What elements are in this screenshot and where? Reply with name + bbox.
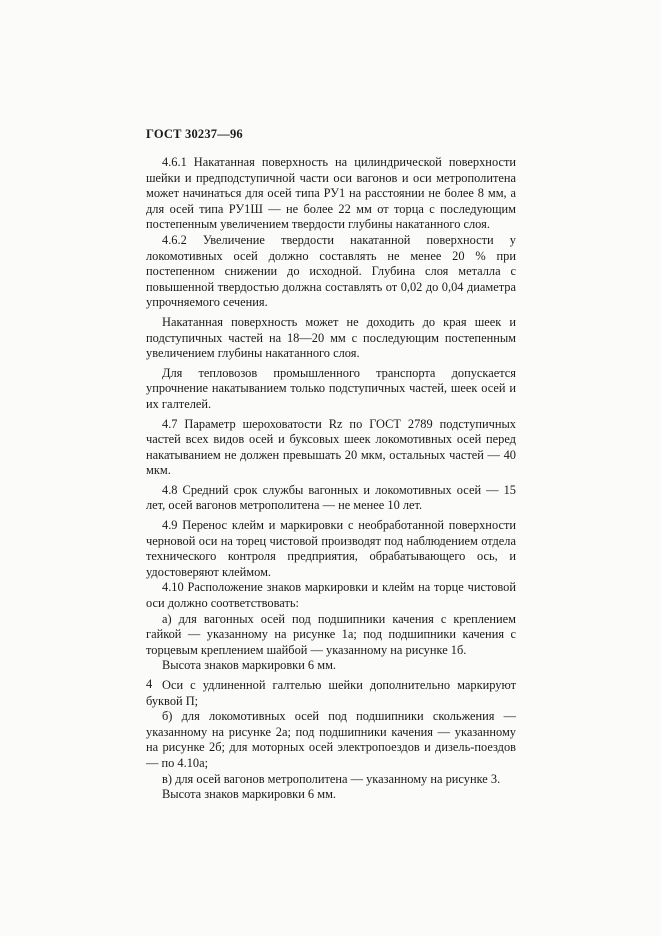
paragraph-4-6-1: 4.6.1 Накатанная поверхность на цилиндрической поверхности шейки и предподступичной части оси вагонов и оси метрополитена может начинаться для осей типа РУ1 на расстоянии не более 8 мм, а для осей типа РУ1Ш — не более 22 мм от торца с последующим постепенным увеличением твердости глубины накатанного слоя. (146, 155, 516, 232)
paragraph-4-10-b: б) для локомотивных осей под подшипники скольжения — указанному на рисунке 2а; под подшипники качения — указанному на рисунке 2б; для моторных осей электропоездов и дизель-поездов — по 4.10а; (146, 709, 516, 770)
page-number: 4 (146, 677, 153, 691)
standard-header: ГОСТ 30237—96 (146, 127, 243, 141)
paragraph-extended-fillet: Оси с удлиненной галтелью шейки дополнительно маркируют буквой П; (146, 678, 516, 708)
paragraph-4-9: 4.9 Перенос клейм и маркировки с необработанной поверхности черновой оси на торец чистовой производят под наблюдением отдела технического контроля предприятия, обрабатывающего ось, и удостоверяют клеймом. (146, 518, 516, 579)
paragraph-locomotives: Для тепловозов промышленного транспорта допускается упрочнение накатыванием только подступичных частей, шеек осей и их галтелей. (146, 365, 516, 411)
paragraph-rolled-surface: Накатанная поверхность может не доходить до края шеек и подступичных частей на 18—20 мм с последующим постепенным увеличением глубины накатанного слоя. (146, 314, 516, 361)
document-body (146, 155, 516, 803)
paragraph-marking-height-2: Высота знаков маркировки 6 мм. (162, 787, 337, 802)
paragraph-4-10-v: в) для осей вагонов метрополитена — указанному на рисунке 3. (162, 771, 501, 786)
paragraph-4-10-a: а) для вагонных осей под подшипники качения с креплением гайкой — указанному на рисунке 1а; под подшипники качения с торцевым креплением шайбой — указанному на рисунке 1б. (146, 611, 516, 657)
paragraph-4-6-2: 4.6.2 Увеличение твердости накатанной поверхности у локомотивных осей должно составлять не менее 20 % при постепенном снижении до исходной. Глубина слоя металла с повышенной твердостью должна составлять от 0,02 до 0,04 диаметра упрочняемого сечения. (146, 232, 516, 310)
paragraph-4-8: 4.8 Средний срок службы вагонных и локомотивных осей — 15 лет, осей вагонов метрополитена — не менее 10 лет. (146, 482, 516, 513)
paragraph-4-7: 4.7 Параметр шероховатости Rz по ГОСТ 2789 подступичных частей всех видов осей и буксовых шеек локомотивных осей перед накатыванием не должен превышать 20 мкм, остальных частей — 40 мкм. (146, 416, 516, 478)
paragraph-marking-height-1: Высота знаков маркировки 6 мм. (162, 658, 337, 673)
paragraph-4-10: 4.10 Расположение знаков маркировки и клейм на торце чистовой оси должно соответствовать: (146, 580, 516, 611)
